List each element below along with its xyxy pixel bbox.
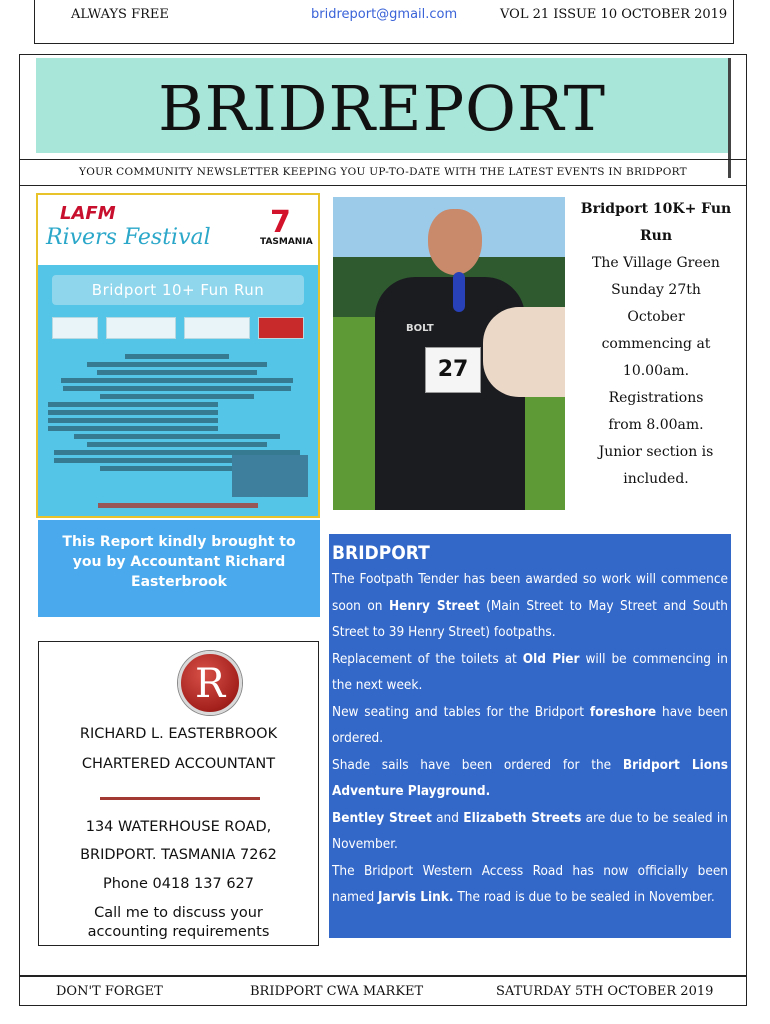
event-line: The Village Green xyxy=(592,255,720,271)
accountant-title: CHARTERED ACCOUNTANT xyxy=(81,756,276,772)
event-line: Sunday 27th xyxy=(611,282,701,298)
seven-logo: 7 xyxy=(270,205,291,240)
sponsor-note: This Report kindly brought to you by Accountant Richard Easterbrook xyxy=(38,520,320,617)
tagline: YOUR COMMUNITY NEWSLETTER KEEPING YOU UP-TO-DATE WITH THE LATEST EVENTS IN BRIDPORT xyxy=(19,159,747,186)
event-line: Junior section is xyxy=(598,444,714,460)
event-line: 10.00am. xyxy=(622,363,690,379)
accountant-phone: Phone 0418 137 627 xyxy=(103,876,254,892)
accountant-address: 134 WATERHOUSE ROAD, xyxy=(85,819,272,835)
news-item: Replacement of the toilets at Old Pier will be commencing in the next week. xyxy=(332,650,729,693)
lafm-logo: LAFM xyxy=(60,203,116,224)
poster-sponsor-logos xyxy=(52,317,304,343)
news-item: New seating and tables for the Bridport foreshore have been ordered. xyxy=(332,703,728,746)
microphone xyxy=(453,272,465,312)
logo-letter: R xyxy=(194,661,226,707)
bridport-news-box xyxy=(329,534,731,938)
always-free-label: ALWAYS FREE xyxy=(71,7,169,22)
tasmania-label: TASMANIA xyxy=(260,237,313,247)
accountant-town: BRIDPORT. TASMANIA 7262 xyxy=(80,847,277,863)
fun-run-poster-image xyxy=(36,193,320,518)
event-line: included. xyxy=(623,471,689,487)
event-line: October xyxy=(627,309,685,325)
top-info-bar xyxy=(34,0,734,44)
runner-head xyxy=(428,209,482,275)
poster-map-image xyxy=(232,455,308,497)
news-item: The Bridport Western Access Road has now officially been named Jarvis Link. The road is due to be sealed in November. xyxy=(332,862,728,905)
footer-left: DON'T FORGET xyxy=(56,984,163,999)
email-link[interactable]: bridreport@gmail.com xyxy=(311,7,458,22)
sponsor-logo xyxy=(184,317,250,339)
news-item: Shade sails have been ordered for the Bridport Lions Adventure Playground. xyxy=(332,756,728,799)
event-line: commencing at xyxy=(601,336,711,352)
accountant-name: RICHARD L. EASTERBROOK xyxy=(79,726,278,742)
accountant-call: Call me to discuss your accounting requirements xyxy=(87,905,270,940)
accountant-logo xyxy=(178,651,242,715)
footer-right: SATURDAY 5TH OCTOBER 2019 xyxy=(496,984,714,999)
footer-bar xyxy=(19,976,747,1006)
poster-url xyxy=(98,503,258,508)
shirt-logo: BOLT xyxy=(406,323,434,334)
masthead xyxy=(36,58,728,153)
event-heading: Bridport 10K+ Fun Run xyxy=(580,201,732,244)
divider xyxy=(100,797,260,800)
runner-photo xyxy=(333,197,565,510)
sponsor-logo xyxy=(52,317,98,339)
sponsor-logo xyxy=(106,317,176,339)
issue-label: VOL 21 ISSUE 10 OCTOBER 2019 xyxy=(500,7,728,22)
event-line: Registrations xyxy=(608,390,704,406)
event-line: from 8.00am. xyxy=(608,417,704,433)
rivers-festival-logo: Rivers Festival xyxy=(46,225,211,250)
race-bib: 27 xyxy=(425,347,481,393)
sponsor-logo xyxy=(258,317,304,339)
interviewer-arm xyxy=(483,307,565,397)
news-item: Bentley Street and Elizabeth Streets are due to be sealed in November. xyxy=(332,809,728,852)
news-item: The Footpath Tender has been awarded so work will commence soon on Henry Street (Main Street to May Street and South Street to 39 Henry Street) footpaths. xyxy=(332,571,728,640)
poster-title: Bridport 10+ Fun Run xyxy=(52,275,304,305)
accountant-card xyxy=(38,641,319,946)
newsletter-title: BRIDREPORT xyxy=(158,72,606,145)
poster-header xyxy=(38,195,318,265)
event-details xyxy=(573,196,739,493)
news-heading: BRIDPORT xyxy=(332,542,430,564)
footer-middle: BRIDPORT CWA MARKET xyxy=(250,984,424,999)
poster-body xyxy=(38,265,318,518)
